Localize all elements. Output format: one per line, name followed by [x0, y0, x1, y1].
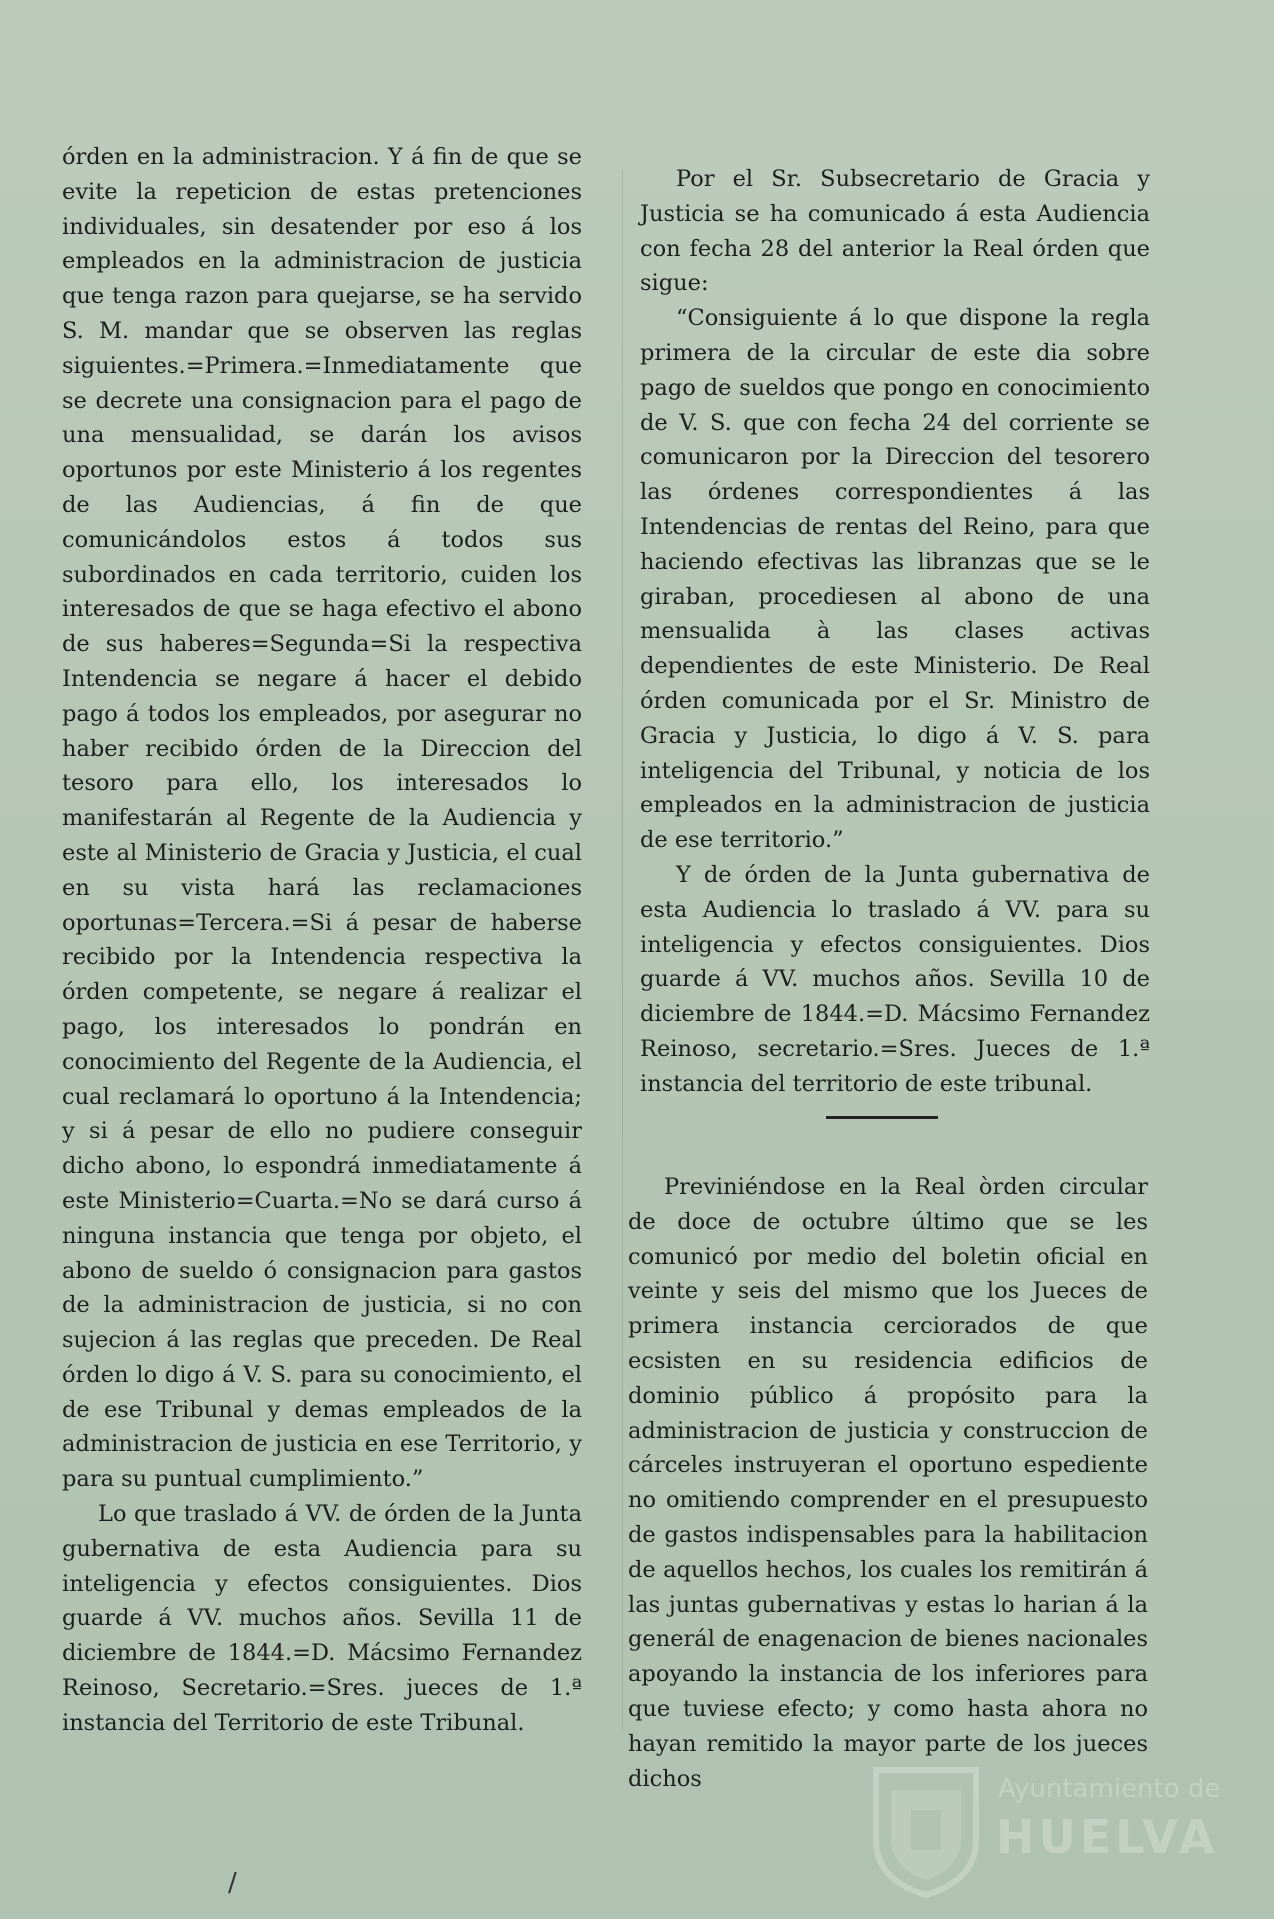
page-mark: /	[228, 1868, 237, 1898]
right-paragraph-1: Por el Sr. Subsecretario de Gracia y Justicia se ha comunicado á esta Audiencia con fecha 28 del anterior la Real órden que sigue:	[640, 166, 1150, 297]
shield-icon	[866, 1760, 986, 1900]
right-paragraph-3: Y de órden de la Junta gubernativa de esta Audiencia lo traslado á VV. para su inteligencia y efectos consiguientes. Dios guarde á VV. muchos años. Sevilla 10 de diciembre de 1844.=D. Mácsimo Fernandez Reinoso, secretario.=Sres. Jueces de 1.ª instancia del territorio de este tribunal.	[640, 861, 1150, 1097]
left-paragraph-2: Lo que traslado á VV. de órden de la Junta gubernativa de esta Audiencia para su inteligencia y efectos consiguientes. Dios guarde á VV. muchos años. Sevilla 11 de diciembre de 1844.=D. Mácsimo Fernandez Reinoso, Secretario.=Sres. jueces de 1.ª instancia del Territorio de este Tribunal.	[62, 1501, 582, 1736]
right-column-bottom	[628, 1170, 1148, 1796]
right-paragraph-2: “Consiguiente á lo que dispone la regla primera de la circular de este dia sobre pago de sueldos que pongo en conocimiento de V. S. que con fecha 24 del corriente se comunicaron por la Direccion del tesorero las órdenes correspondientes á las Intendencias de rentas del Reino, para que haciendo efectivas las libranzas que se le giraban, procediesen al abono de una mensualida à las clases activas dependientes de este Ministerio. De Real órden comunicada por el Sr. Ministro de Gracia y Justicia, lo digo á V. S. para inteligencia del Tribunal, y noticia de los empleados en la administracion de justicia de ese territorio.”	[640, 305, 1150, 854]
left-paragraph-1: órden en la administracion. Y á fin de que se evite la repeticion de estas pretenciones individuales, sin desatender por eso á los empleados en la administracion de justicia que tenga razon para quejarse, se ha servido S. M. mandar que se observen las reglas siguientes.=Primera.=Inmediatamente que se decrete una consignacion para el pago de una mensualidad, se darán los avisos oportunos por este Ministerio á los regentes de las Audiencias, á fin de que comunicándolos estos á todos sus subordinados en cada territorio, cuiden los interesados de que se haga efectivo el abono de sus haberes=Segunda=Si la respectiva Intendencia se negare á hacer el debido pago á todos los empleados, por asegurar no haber recibido órden de la Direccion del tesoro para ello, los interesados lo manifestarán al Regente de la Audiencia y este al Ministerio de Gracia y Justicia, el cual en su vista hará las reclamaciones oportunas=Tercera.=Si á pesar de haberse recibido por la Intendencia respectiva la órden competente, se negare á realizar el pago, los interesados lo pondrán en conocimiento del Regente de la Audiencia, el cual reclamará lo oportuno á la Intendencia; y si á pesar de ello no pudiere conseguir dicho abono, lo espondrá inmediatamente á este Ministerio=Cuarta.=No se dará curso á ninguna instancia que tenga por objeto, el abono de sueldo ó consignacion para gastos de la administracion de justicia, si no con sujecion á las reglas que preceden. De Real órden lo digo á V. S. para su conocimiento, el de ese Tribunal y demas empleados de la administracion de justicia en ese Territorio, y para su puntual cumplimiento.”	[62, 144, 582, 1493]
right-paragraph-4: Previniéndose en la Real òrden circular de doce de octubre último que se les comunicó por medio del boletin oficial en veinte y seis del mismo que los Jueces de primera instancia cerciorados de que ecsisten en su residencia edificios de dominio público á propósito para la administracion de justicia y construccion de cárceles instruyeran el oportuno espediente no omitiendo comprender en el presupuesto de gastos indispensables para la habilitacion de aquellos hechos, los cuales los remitirán á las juntas gubernativas y estas lo harian á la generál de enagenacion de bienes nacionales apoyando la instancia de los inferiores para que tuviese efecto; y como hasta ahora no hayan remitido la mayor parte de los jueces dichos	[628, 1174, 1148, 1792]
watermark-logo	[866, 1760, 1221, 1900]
left-column	[62, 140, 582, 1741]
watermark-line-1: Ayuntamiento de	[998, 1774, 1221, 1804]
section-divider-rule	[826, 1116, 938, 1119]
column-divider	[622, 170, 623, 1730]
watermark-line-2: HUELVA	[996, 1810, 1219, 1864]
right-column-top	[640, 162, 1150, 1102]
